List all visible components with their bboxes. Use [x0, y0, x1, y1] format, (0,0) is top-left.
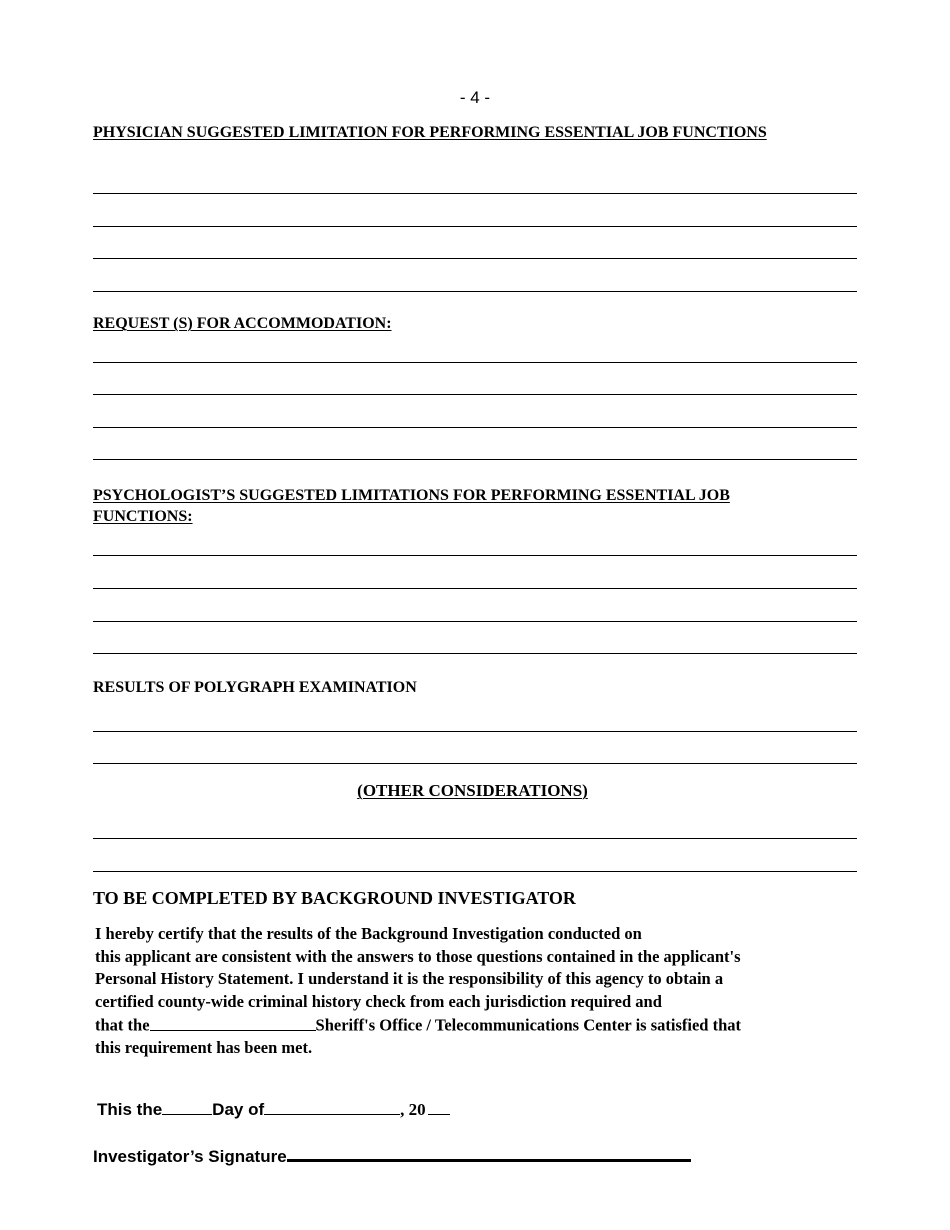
day-of-label: Day of [212, 1100, 265, 1119]
psychologist-line-1[interactable] [93, 555, 857, 556]
cert-line-5 [95, 1013, 855, 1037]
other-line-2[interactable] [93, 871, 857, 872]
certification-statement [95, 923, 855, 1060]
date-line [97, 1097, 450, 1120]
cert-line-3: Personal History Statement. I understand it is the responsibility of this agency to obtain a [95, 969, 724, 988]
this-the-label: This the [97, 1100, 163, 1119]
accommodation-line-4[interactable] [93, 459, 857, 460]
cert-line-4: certified county-wide criminal history check from each jurisdiction required and [95, 991, 662, 1011]
accommodation-line-2[interactable] [93, 394, 857, 395]
investigator-signature-label: Investigator’s Signature [93, 1147, 287, 1166]
psychologist-line-3[interactable] [93, 621, 857, 622]
polygraph-line-2[interactable] [93, 763, 857, 764]
year-prefix-label: , 20 [400, 1100, 426, 1119]
other-considerations-heading: (OTHER CONSIDERATIONS) [357, 781, 588, 800]
accommodation-line-3[interactable] [93, 427, 857, 428]
agency-name-field[interactable] [150, 1013, 316, 1031]
day-field[interactable] [162, 1097, 212, 1115]
psychologist-limitations-heading: PSYCHOLOGIST’S SUGGESTED LIMITATIONS FOR PERFORMING ESSENTIAL JOB FUNCTIONS: [93, 487, 730, 525]
year-field[interactable] [428, 1097, 450, 1115]
psychologist-line-2[interactable] [93, 588, 857, 589]
polygraph-results-heading: RESULTS OF POLYGRAPH EXAMINATION [93, 679, 417, 696]
physician-line-4[interactable] [93, 291, 857, 292]
accommodation-line-1[interactable] [93, 362, 857, 363]
signature-line [93, 1142, 691, 1167]
physician-line-3[interactable] [93, 258, 857, 259]
month-field[interactable] [264, 1097, 400, 1115]
background-investigator-heading: TO BE COMPLETED BY BACKGROUND INVESTIGATOR [93, 888, 576, 908]
other-line-1[interactable] [93, 838, 857, 839]
physician-line-2[interactable] [93, 226, 857, 227]
cert-line-6: this requirement has been met. [95, 1038, 313, 1057]
cert-line-5-prefix: that the [95, 1015, 150, 1035]
psychologist-line-4[interactable] [93, 653, 857, 654]
physician-line-1[interactable] [93, 193, 857, 194]
cert-line-5-suffix: Sheriff's Office / Telecommunications Center is satisfied that [315, 1015, 741, 1035]
page-number: - 4 - [459, 88, 491, 107]
accommodation-request-heading: REQUEST (S) FOR ACCOMMODATION: [93, 315, 392, 332]
polygraph-line-1[interactable] [93, 731, 857, 732]
cert-line-1: I hereby certify that the results of the Background Investigation conducted on [95, 924, 642, 943]
investigator-signature-field[interactable] [287, 1142, 691, 1162]
cert-line-2: this applicant are consistent with the answers to those questions contained in the applicant's [95, 946, 741, 966]
physician-limitations-heading: PHYSICIAN SUGGESTED LIMITATION FOR PERFORMING ESSENTIAL JOB FUNCTIONS [93, 124, 767, 141]
